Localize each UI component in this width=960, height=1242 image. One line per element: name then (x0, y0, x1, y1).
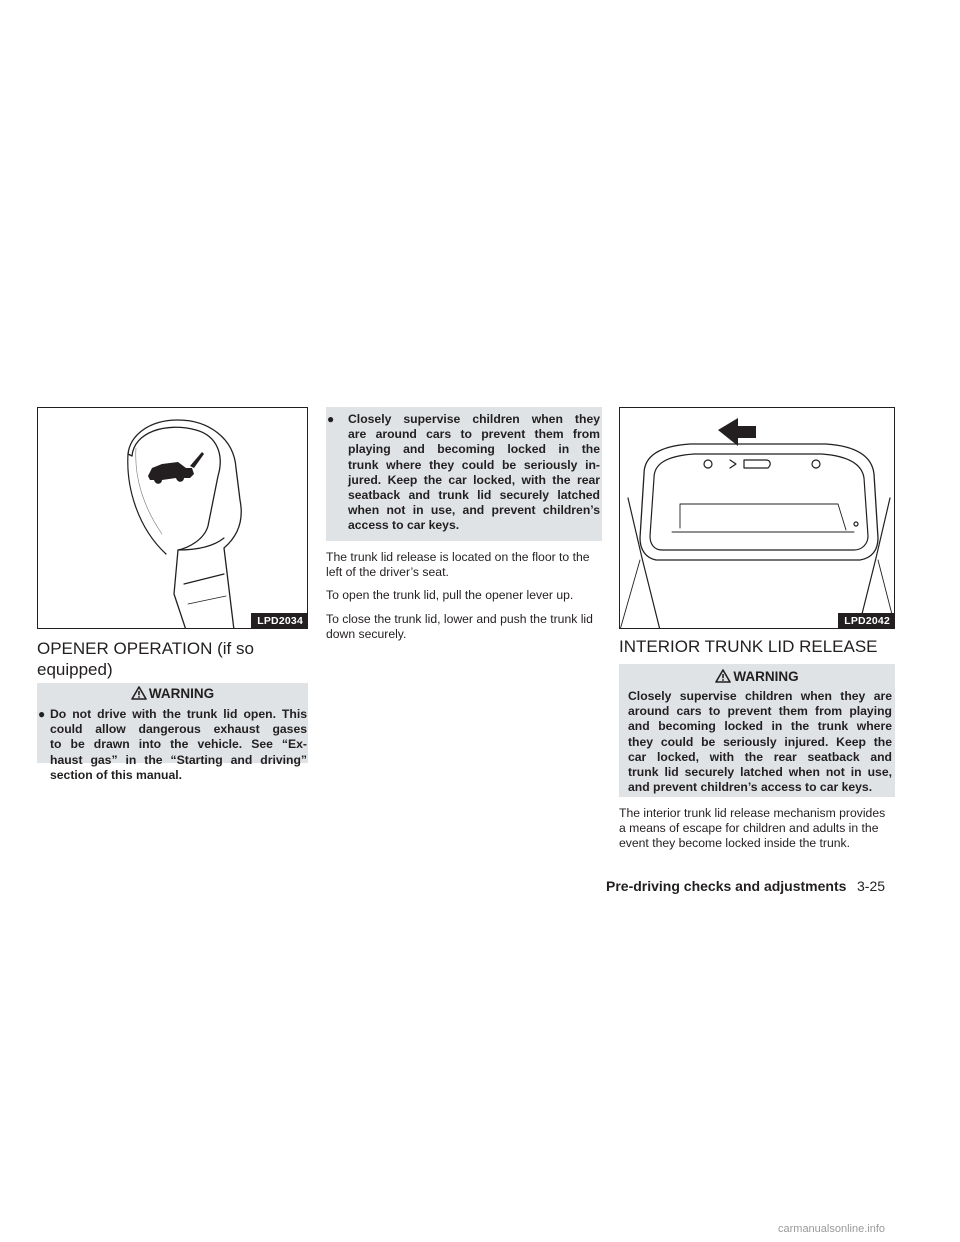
warning-line: section of this manual. (50, 767, 183, 782)
warning-box-children (326, 407, 602, 541)
paragraph-open-trunk: To open the trunk lid, pull the opener lever up. (326, 588, 574, 602)
text-line: a means of escape for children and adults in the (619, 821, 879, 836)
warning-line: Do not drive with the trunk lid open. This (50, 707, 307, 721)
warning-triangle-icon (715, 669, 731, 687)
section-heading-opener-operation (37, 638, 254, 680)
warning-title (619, 669, 895, 687)
warning-title-text: WARNING (148, 686, 215, 701)
warning-line: playing and becoming locked in the (348, 442, 600, 457)
trunk-open-car-icon (148, 452, 204, 484)
warning-line: car locked, with the rear seatback and (628, 749, 892, 764)
text-line: The interior trunk lid release mechanism provides (619, 806, 886, 820)
paragraph-release-location (326, 550, 602, 580)
footer-page-number: 3-25 (857, 878, 886, 894)
text-line: left of the driver’s seat. (326, 565, 449, 580)
trunk-interior-illustration (620, 408, 895, 629)
footer-section-title: Pre-driving checks and adjustments (606, 878, 847, 894)
heading-line: equipped) (37, 660, 113, 679)
warning-bullet-text (348, 412, 600, 534)
heading-line: OPENER OPERATION (if so (37, 639, 254, 658)
figure-trunk-opener-lever (37, 407, 308, 629)
warning-triangle-icon (131, 686, 147, 704)
warning-title (37, 686, 308, 704)
warning-line: around cars to prevent them from playing (628, 704, 892, 719)
warning-line: are around cars to prevent them from (348, 427, 600, 442)
warning-line: they could be seriously injured. Keep the (628, 734, 892, 749)
warning-line: and becoming locked in the trunk where (628, 719, 892, 734)
section-heading-interior-trunk-release: INTERIOR TRUNK LID RELEASE (619, 637, 878, 656)
figure-code: LPD2042 (838, 613, 894, 628)
trunk-opener-lever-illustration (38, 408, 308, 629)
paragraph-close-trunk (326, 612, 602, 642)
paragraph-interior-release (619, 806, 895, 852)
warning-box-opener (37, 683, 308, 782)
warning-line: when not in use, and prevent children’s (348, 503, 600, 518)
warning-line: access to car keys. (348, 518, 460, 533)
warning-title-text: WARNING (733, 669, 799, 684)
warning-line: and prevent children’s access to car keys. (628, 780, 873, 795)
text-line: down securely. (326, 627, 407, 642)
figure-code: LPD2034 (251, 613, 307, 628)
figure-interior-trunk-release (619, 407, 895, 629)
watermark-text: carmanualsonline.info (778, 1223, 886, 1235)
text-line: To close the trunk lid, lower and push the trunk lid (326, 612, 593, 626)
warning-line: trunk where they could be seriously in- (348, 457, 600, 472)
warning-line: jured. Keep the car locked, with the rear (348, 472, 600, 487)
warning-line: seatback and trunk lid securely latched (348, 488, 600, 503)
warning-box-interior (619, 664, 895, 797)
warning-line: Closely supervise children when they are (628, 689, 892, 703)
warning-text (628, 689, 892, 795)
bullet-icon: ● (327, 412, 335, 426)
warning-line: Closely supervise children when they (348, 412, 600, 426)
warning-line: haust gas” in the “Starting and driving” (50, 752, 307, 767)
warning-bullet-text (50, 707, 307, 783)
warning-line: could allow dangerous exhaust gases (50, 722, 307, 737)
text-line: event they become locked inside the trunk. (619, 836, 851, 851)
bullet-icon: ● (38, 707, 46, 721)
warning-line: to be drawn into the vehicle. See “Ex- (50, 737, 307, 752)
warning-line: trunk lid securely latched when not in use, (628, 765, 892, 780)
release-location-arrow-icon (718, 418, 756, 446)
text-line: The trunk lid release is located on the floor to the (326, 550, 590, 564)
